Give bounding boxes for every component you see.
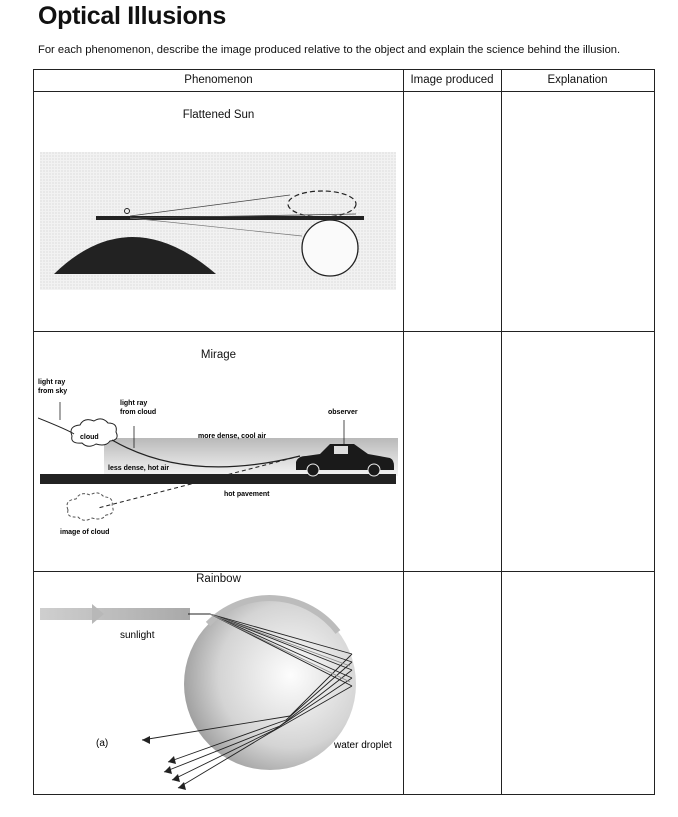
flattened-sun-diagram <box>40 152 398 292</box>
phenomenon-title-rainbow: Rainbow <box>196 573 241 585</box>
page-title: Optical Illusions <box>38 2 226 30</box>
header-phenomenon: Phenomenon <box>184 74 253 86</box>
sun-true-position <box>302 220 358 276</box>
sunlight-beam <box>40 608 190 620</box>
phenomenon-title-mirage: Mirage <box>200 349 237 361</box>
label-image-of-cloud: image of cloud <box>60 529 110 536</box>
label-dense-air: more dense, cool air <box>198 433 267 440</box>
sky-ray <box>38 418 74 434</box>
car-window <box>334 446 348 454</box>
exit-arrow-icon <box>178 782 186 790</box>
header-image-produced: Image produced <box>410 74 494 86</box>
explanation-cell-rainbow[interactable] <box>502 572 654 794</box>
hot-pavement <box>40 474 396 484</box>
exit-arrow-icon <box>172 774 180 782</box>
rainbow-diagram <box>38 592 400 792</box>
image-produced-cell-mirage[interactable] <box>404 332 500 571</box>
phenomenon-title-flattened-sun: Flattened Sun <box>182 109 255 121</box>
exit-arrow-icon <box>164 766 172 774</box>
car-wheel-icon <box>368 464 380 476</box>
label-hot-pavement: hot pavement <box>224 491 270 498</box>
label-light-ray-from-cloud-2: from cloud <box>120 409 157 416</box>
exit-arrow-icon <box>168 756 176 764</box>
label-light-ray-from-cloud-1: light ray <box>120 400 148 407</box>
instructions-text: For each phenomenon, describe the image produced relative to the object and explain the science behind the illusion. <box>38 44 621 56</box>
label-sunlight: sunlight <box>120 630 155 641</box>
exit-arrow-icon <box>142 736 150 744</box>
label-cloud: cloud <box>80 434 99 441</box>
header-explanation: Explanation <box>547 74 608 86</box>
cloud-image-shape <box>67 493 113 520</box>
image-produced-cell-rainbow[interactable] <box>404 572 500 794</box>
label-panel-a: (a) <box>96 738 109 749</box>
label-less-dense-air: less dense, hot air <box>108 465 170 472</box>
label-water-droplet: water droplet <box>334 740 392 751</box>
explanation-cell-mirage[interactable] <box>502 332 654 571</box>
explanation-cell-flattened-sun[interactable] <box>502 92 654 331</box>
label-light-ray-from-sky-2: from sky <box>38 388 68 395</box>
mirage-diagram <box>38 374 400 539</box>
label-light-ray-from-sky-1: light ray <box>38 379 66 386</box>
label-observer: observer <box>328 409 358 416</box>
image-produced-cell-flattened-sun[interactable] <box>404 92 500 331</box>
sunlight-arrow-icon <box>92 604 104 624</box>
car-wheel-icon <box>307 464 319 476</box>
